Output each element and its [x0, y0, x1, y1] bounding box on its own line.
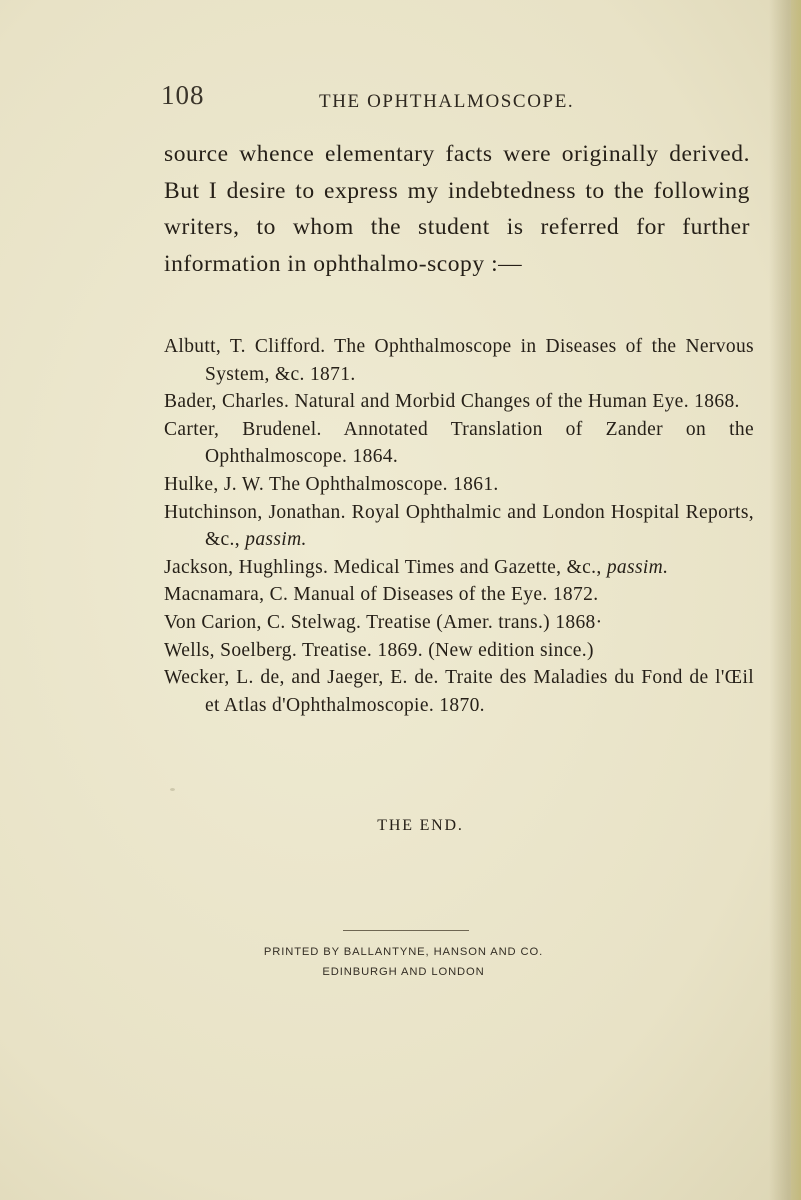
bibliography-entry: Carter, Brudenel. Annotated Translation of Zander on the Ophthalmoscope. 1864.: [164, 418, 754, 468]
divider-rule: [343, 930, 469, 931]
page-number: 108: [161, 80, 205, 110]
the-end: THE END.: [377, 817, 464, 834]
bibliography-entry: Hulke, J. W. The Ophthalmoscope. 1861.: [164, 473, 499, 495]
bibliography-entry: Von Carion, C. Stelwag. Treatise (Amer. trans.) 1868·: [164, 611, 603, 633]
printer-location: EDINBURGH AND LONDON: [322, 966, 485, 978]
bibliography-entry: Jackson, Hughlings. Medical Times and Gazette, &c., passim.: [164, 556, 669, 578]
bibliography-entry: Macnamara, C. Manual of Diseases of the Eye. 1872.: [164, 584, 599, 606]
printer-imprint: PRINTED BY BALLANTYNE, HANSON AND CO.: [263, 946, 544, 958]
bibliography-entry: Wecker, L. de, and Jaeger, E. de. Traite des Maladies du Fond de l'Œil et Atlas d'Ophthalmoscopie. 1870.: [164, 667, 754, 716]
intro-paragraph: source whence elementary facts were originally derived. But I desire to express my indebtedness to the following writers, to whom the student is referred for further information in ophthalmo-scopy :—: [164, 141, 750, 277]
ink-speck: [170, 788, 175, 791]
bibliography-entry: Bader, Charles. Natural and Morbid Changes of the Human Eye. 1868.: [164, 391, 740, 413]
bibliography-list: [164, 333, 754, 719]
bibliography-entry: Albutt, T. Clifford. The Ophthalmoscope in Diseases of the Nervous System, &c. 1871.: [164, 336, 754, 385]
running-head: THE OPHTHALMOSCOPE.: [319, 91, 575, 112]
bibliography-entry: Hutchinson, Jonathan. Royal Ophthalmic and London Hospital Reports, &c., passim.: [164, 501, 754, 551]
bibliography-entry: Wells, Soelberg. Treatise. 1869. (New edition since.): [164, 639, 594, 661]
page-edge: [791, 0, 801, 1200]
